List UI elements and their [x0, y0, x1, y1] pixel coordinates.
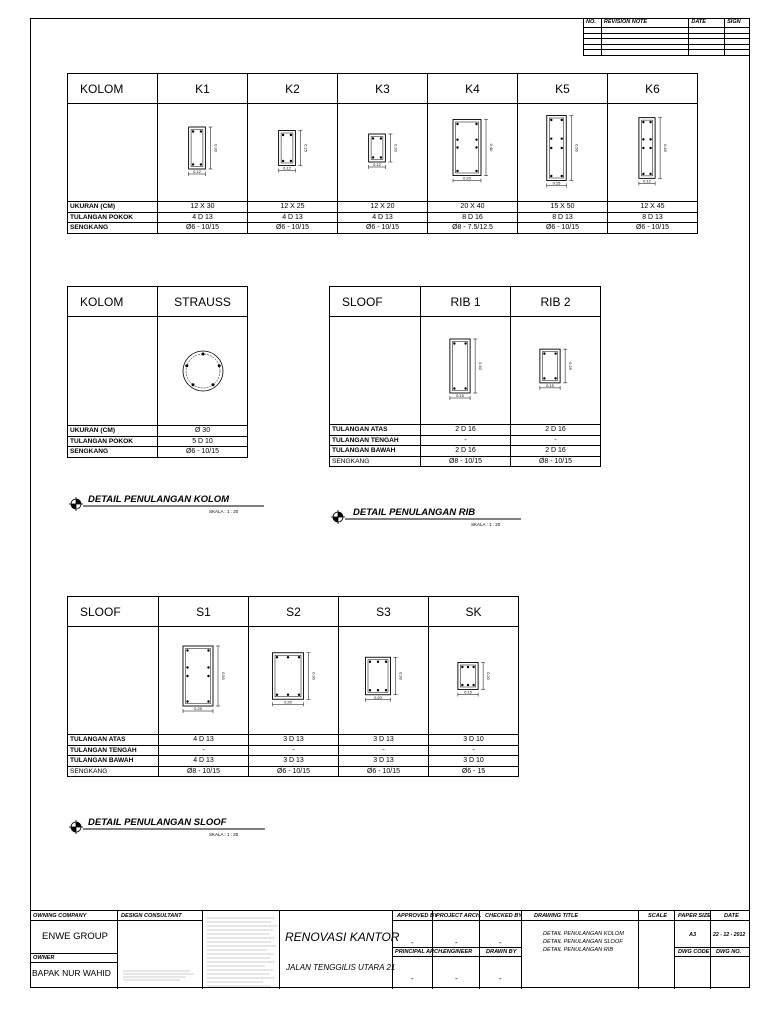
principal-arch-value: - [411, 974, 414, 983]
drawn-by-label: DRAWN BY [486, 949, 517, 955]
value-cell: 4 D 13 [159, 735, 249, 746]
rebar-dot [297, 656, 299, 658]
sloof-row-tulangan-tengah [68, 745, 519, 756]
width-dimension-label: 0.12 [192, 168, 201, 174]
value-cell: 2 D 16 [511, 446, 601, 457]
rebar-dot [472, 683, 474, 685]
sloof-schedule-table [67, 596, 519, 777]
rib-row-tulangan-atas [330, 425, 601, 436]
strauss-header-cell: STRAUSS [158, 287, 248, 317]
section-outline [539, 349, 559, 383]
kolom-row-ukuran [68, 202, 698, 213]
rebar-dot [472, 665, 474, 667]
section-drawing-rib2 [511, 317, 601, 425]
stirrup [275, 655, 301, 697]
stirrup [452, 341, 467, 390]
value-cell: 4 D 13 [248, 212, 338, 223]
value-cell: - [429, 745, 519, 756]
stirrup [185, 648, 210, 703]
rebar-dot [281, 159, 283, 161]
notes-cell [203, 911, 280, 989]
owning-company-label: OWNING COMPANY [33, 913, 87, 919]
value-cell: 8 D 13 [608, 212, 698, 223]
detail-scale-text: SKALA : 1 : 20 [471, 522, 501, 527]
row-label: TULANGAN BAWAH [330, 446, 421, 457]
revision-sign-header: SIGN [727, 19, 741, 25]
value-cell: Ø6 - 10/15 [158, 223, 248, 234]
height-dimension-label: 0.20 [485, 671, 491, 680]
engineer-label: ENGINEER [443, 949, 473, 955]
width-dimension-label: 0.12 [642, 177, 651, 183]
row-label: TULANGAN TENGAH [330, 435, 421, 446]
strauss-row-tulangan-pokok [68, 436, 248, 447]
drawing-title-label: DRAWING TITLE [534, 913, 579, 919]
sloof-row-sengkang [68, 766, 519, 777]
rebar-dot [199, 163, 201, 165]
value-cell: Ø8 - 10/15 [511, 456, 601, 467]
value-cell: Ø6 - 10/15 [158, 447, 248, 458]
width-dimension-label: 0.12 [282, 165, 291, 170]
value-cell: 3 D 13 [249, 735, 339, 746]
height-dimension-label: 0.50 [574, 143, 580, 152]
rebar-dot [207, 666, 209, 668]
section-outline [547, 115, 567, 180]
rebar-dot [289, 159, 291, 161]
rebar-dot [191, 163, 193, 165]
scale-cell [639, 911, 675, 989]
rebar-dot [186, 674, 188, 676]
rebar-dot [376, 660, 378, 662]
drawing-title-line: DETAIL PENULANGAN SLOOF [543, 939, 623, 945]
stirrup [455, 122, 478, 173]
value-cell: Ø6 - 10/15 [249, 766, 339, 777]
rect-section-rib1 [438, 338, 494, 404]
project-title: RENOVASI KANTOR [285, 930, 400, 944]
date-cell [711, 911, 750, 989]
row-label: TULANGAN ATAS [68, 735, 159, 746]
value-cell: 15 X 50 [518, 202, 608, 213]
rebar-dot [561, 137, 563, 139]
value-cell: 3 D 10 [429, 756, 519, 767]
rebar-dot [550, 118, 552, 120]
section-drawing-k4 [428, 104, 518, 202]
rebar-dot [642, 172, 644, 174]
value-cell: Ø6 - 15 [429, 766, 519, 777]
rebar-dot [642, 120, 644, 122]
kolom-header-cell: K2 [248, 74, 338, 104]
rebar-dot [199, 130, 201, 132]
title-block [30, 910, 750, 988]
rebar-dot [371, 137, 373, 139]
height-dimension-label: 0.20 [392, 143, 398, 152]
value-cell: Ø 30 [158, 426, 248, 437]
rebar-dot [384, 689, 386, 691]
rebar-dot [543, 377, 545, 379]
value-cell: 2 D 16 [421, 425, 511, 436]
rect-section-k6 [628, 113, 678, 193]
kolom-header-cell: KOLOM [68, 74, 158, 104]
rebar-dot [289, 133, 291, 135]
rib-row-tulangan-tengah [330, 435, 601, 446]
rib-schedule-table [329, 286, 601, 467]
rect-section-s3 [353, 650, 415, 712]
rect-section-k2 [268, 123, 318, 183]
revision-date-header: DATE [689, 18, 725, 27]
rib-section-row [330, 317, 601, 425]
rebar-dot [464, 342, 466, 344]
height-dimension-label: 0.40 [488, 143, 494, 152]
rect-section-k1 [178, 123, 228, 183]
rebar-dot [649, 120, 651, 122]
row-label: SENGKANG [330, 456, 421, 467]
engineer-value: - [455, 974, 458, 983]
section-drawing-sk [429, 627, 519, 735]
strauss-header-row [68, 287, 248, 317]
rebar-dot [376, 689, 378, 691]
height-dimension-label: 0.45 [662, 143, 668, 152]
owner-name: BAPAK NUR WAHID [32, 968, 111, 978]
sloof-header-cell: SK [429, 597, 519, 627]
rect-section-k4 [443, 115, 503, 190]
row-label: TULANGAN TENGAH [68, 745, 159, 756]
value-cell: 4 D 13 [159, 756, 249, 767]
width-dimension-label: 0.15 [545, 382, 554, 388]
width-dimension-label: 0.15 [463, 689, 472, 694]
value-cell: 2 D 16 [511, 425, 601, 436]
value-cell: 8 D 16 [428, 212, 518, 223]
design-consultant-cell [118, 911, 203, 989]
rebar-dot [550, 174, 552, 176]
rib-header-cell: RIB 1 [421, 287, 511, 317]
sloof-row-tulangan-atas [68, 735, 519, 746]
paper-size-value: A3 [689, 932, 697, 938]
drawing-title-cell [522, 911, 639, 989]
stirrup [460, 665, 475, 687]
value-cell: Ø8 - 10/15 [421, 456, 511, 467]
strauss-row-sengkang [68, 447, 248, 458]
stirrup [542, 351, 557, 380]
kolom-header-cell: K3 [338, 74, 428, 104]
detail-title-text: DETAIL PENULANGAN KOLOM [88, 494, 230, 505]
stirrup [371, 136, 383, 159]
date-label: DATE [724, 913, 739, 919]
rebar-dot [186, 649, 188, 651]
value-cell: 4 D 13 [158, 212, 248, 223]
value-cell: 3 D 10 [429, 735, 519, 746]
width-dimension-label: 0.15 [552, 180, 561, 185]
section-drawing-s3 [339, 627, 429, 735]
revision-header [584, 18, 750, 28]
design-consultant-label: DESIGN CONSULTANT [121, 913, 182, 919]
rebar-dot [649, 138, 651, 140]
width-dimension-label: 0.20 [462, 175, 471, 181]
checked-by-cell [480, 911, 522, 989]
rect-section-k3 [358, 123, 408, 183]
width-dimension-label: 0.25 [193, 705, 202, 711]
drawing-title-line: DETAIL PENULANGAN KOLOM [543, 931, 624, 937]
rebar-dot [550, 146, 552, 148]
row-label: TULANGAN ATAS [330, 425, 421, 436]
approved-by-label: APPROVED BY [397, 913, 438, 919]
section-drawing-k6 [608, 104, 698, 202]
height-dimension-label: 0.40 [477, 361, 483, 370]
value-cell: - [249, 745, 339, 756]
value-cell: 5 D 10 [158, 436, 248, 447]
value-cell: - [159, 745, 249, 756]
row-label: SENGKANG [68, 447, 158, 458]
width-dimension-label: 0.12 [372, 161, 381, 167]
project-title-cell [280, 911, 400, 989]
stirrup [191, 129, 203, 166]
value-cell: Ø6 - 10/15 [248, 223, 338, 234]
rebar-dot [297, 693, 299, 695]
row-label: TULANGAN BAWAH [68, 756, 159, 767]
value-cell: Ø6 - 10/15 [338, 223, 428, 234]
row-label: UKURAN (CM) [68, 426, 158, 437]
stirrup [281, 133, 293, 163]
drawn-by-value: - [499, 974, 502, 983]
general-notes-fine-print [205, 915, 281, 991]
rebar-dot [464, 387, 466, 389]
value-cell: Ø8 - 7.5/12.5 [428, 223, 518, 234]
section-drawing-k5 [518, 104, 608, 202]
rebar-dot [554, 352, 556, 354]
rect-section-k5 [535, 112, 590, 194]
detail-scale-text: SKALA : 1 : 20 [209, 509, 239, 514]
kolom-header-cell: K4 [428, 74, 518, 104]
rebar-dot [561, 174, 563, 176]
owner-cell [30, 911, 118, 989]
value-cell: 2 D 16 [421, 446, 511, 457]
rebar-dot [286, 656, 288, 658]
row-label: SENGKANG [68, 223, 158, 234]
rebar-dot [456, 138, 458, 140]
sloof-row-tulangan-bawah [68, 756, 519, 767]
height-dimension-label: 0.30 [398, 671, 403, 680]
rebar-dot [368, 660, 370, 662]
rebar-dot [475, 146, 477, 148]
scale-label: SCALE [648, 913, 667, 919]
value-cell: 3 D 13 [249, 756, 339, 767]
rebar-dot [368, 689, 370, 691]
rebar-dot [453, 387, 455, 389]
rebar-dot [475, 123, 477, 125]
height-dimension-label: 0.30 [212, 143, 218, 152]
value-cell: 4 D 13 [338, 212, 428, 223]
rebar-dot [475, 170, 477, 172]
detail-title-text: DETAIL PENULANGAN SLOOF [88, 817, 227, 828]
rebar-dot [207, 649, 209, 651]
section-drawing-k2 [248, 104, 338, 202]
rebar-dot [456, 170, 458, 172]
section-drawing-strauss [158, 317, 248, 426]
section-drawing-rib1 [421, 317, 511, 425]
rect-section-sk [446, 655, 502, 707]
detail-title-text: DETAIL PENULANGAN RIB [353, 507, 476, 518]
kolom-schedule-table [67, 73, 698, 234]
stirrup [368, 659, 388, 692]
rebar-dot [561, 146, 563, 148]
rect-section-rib2 [528, 345, 584, 397]
row-label: TULANGAN POKOK [68, 212, 158, 223]
section-drawing-s1 [159, 627, 249, 735]
dwg-no-label: DWG NO. [716, 949, 742, 955]
paper-size-label: PAPER SIZE [678, 913, 711, 919]
sloof-header-row [68, 597, 519, 627]
rib-header-cell: SLOOF [330, 287, 421, 317]
project-arch-cell [433, 911, 480, 989]
rebar-dot [186, 700, 188, 702]
width-dimension-label: 0.20 [283, 698, 292, 704]
consultant-fine-print [120, 969, 200, 987]
approved-by-value: - [411, 938, 414, 947]
rebar-dot [649, 172, 651, 174]
rebar-dot [207, 674, 209, 676]
row-label: UKURAN (CM) [68, 202, 158, 213]
rect-section-s2 [263, 646, 325, 716]
value-cell: 3 D 13 [339, 735, 429, 746]
sloof-header-cell: S2 [249, 597, 339, 627]
kolom-section-row [68, 104, 698, 202]
section-outline [272, 652, 303, 699]
revision-no-header: NO. [584, 18, 602, 27]
rebar-dot [186, 666, 188, 668]
rebar-dot [649, 146, 651, 148]
value-cell: 8 D 13 [518, 212, 608, 223]
rebar-dot [466, 683, 468, 685]
rebar-dot [384, 660, 386, 662]
checked-by-label: CHECKED BY [485, 913, 522, 919]
rebar-dot [207, 700, 209, 702]
rebar-dot [642, 146, 644, 148]
value-cell: 12 X 30 [158, 202, 248, 213]
kolom-row-tulangan-pokok [68, 212, 698, 223]
fine-print-lines [120, 969, 200, 985]
width-dimension-label: 0.20 [373, 694, 382, 700]
value-cell: 12 X 20 [338, 202, 428, 213]
sloof-header-cell: S1 [159, 597, 249, 627]
value-cell: 20 X 40 [428, 202, 518, 213]
owning-company-name: ENWE GROUP [42, 931, 108, 942]
detail-scale-text: SKALA : 1 : 20 [209, 832, 239, 837]
width-dimension-label: 0.15 [455, 392, 464, 398]
revision-row [584, 50, 750, 56]
project-arch-value: - [455, 938, 458, 947]
rib-header-cell: RIB 2 [511, 287, 601, 317]
strauss-schedule-table [67, 286, 248, 458]
rebar-dot [275, 656, 277, 658]
drawing-title-line: DETAIL PENULANGAN RIB [543, 947, 614, 953]
rect-section-s1 [173, 641, 235, 721]
row-label: SENGKANG [68, 766, 159, 777]
height-dimension-label: 0.25 [567, 361, 573, 370]
value-cell: - [421, 435, 511, 446]
rebar-dot [379, 156, 381, 158]
sloof-header-cell: SLOOF [68, 597, 159, 627]
kolom-header-row [68, 74, 698, 104]
section-drawing-s2 [249, 627, 339, 735]
kolom-header-cell: K5 [518, 74, 608, 104]
section-drawing-k3 [338, 104, 428, 202]
revision-note-header: REVISION NOTE [602, 18, 689, 27]
value-cell: Ø8 - 10/15 [159, 766, 249, 777]
detail-title-kolom [69, 494, 269, 518]
rebar-dot [550, 137, 552, 139]
rebar-dot [281, 133, 283, 135]
value-cell: 3 D 13 [339, 756, 429, 767]
row-label: TULANGAN POKOK [68, 436, 158, 447]
section-outline [449, 339, 469, 393]
height-dimension-label: 0.25 [302, 143, 308, 152]
rebar-dot [456, 146, 458, 148]
sloof-header-cell: S3 [339, 597, 429, 627]
project-address: JALAN TENGGILIS UTARA 21 [286, 963, 396, 972]
section-drawing-k1 [158, 104, 248, 202]
rib-row-sengkang [330, 456, 601, 467]
value-cell: Ø6 - 10/15 [518, 223, 608, 234]
kolom-header-cell: K6 [608, 74, 698, 104]
rebar-dot [461, 683, 463, 685]
height-dimension-label: 0.50 [220, 671, 226, 680]
principal-arch-label: PRINCIPAL ARCH. [395, 949, 444, 955]
strauss-row-ukuran [68, 426, 248, 437]
rebar-dot [191, 130, 193, 132]
height-dimension-label: 0.30 [311, 671, 316, 680]
kolom-header-cell: K1 [158, 74, 248, 104]
rebar-dot [371, 156, 373, 158]
rebar-dot [461, 665, 463, 667]
rebar-dot [453, 342, 455, 344]
rebar-dot [286, 693, 288, 695]
rebar-dot [642, 138, 644, 140]
rebar-dot [379, 137, 381, 139]
approved-by-cell [393, 911, 444, 989]
sloof-section-row [68, 627, 519, 735]
paper-size-cell [675, 911, 711, 989]
rebar-dot [554, 377, 556, 379]
checked-by-value: - [499, 938, 502, 947]
date-value: 22 - 12 - 2012 [713, 932, 746, 938]
kolom-row-sengkang [68, 223, 698, 234]
rebar-dot [466, 665, 468, 667]
rebar-dot [561, 118, 563, 120]
rebar-dot [456, 123, 458, 125]
value-cell: 12 X 45 [608, 202, 698, 213]
rebar-dot [475, 138, 477, 140]
detail-title-sloof [69, 817, 269, 841]
rebar-dot [543, 352, 545, 354]
rib-header-row [330, 287, 601, 317]
rib-row-tulangan-bawah [330, 446, 601, 457]
rebar-dot [275, 693, 277, 695]
dwg-code-label: DWG CODE [678, 949, 710, 955]
detail-title-rib [331, 507, 531, 531]
strauss-header-cell: KOLOM [68, 287, 158, 317]
value-cell: - [511, 435, 601, 446]
value-cell: - [339, 745, 429, 756]
strauss-section-row [68, 317, 248, 426]
value-cell: Ø6 - 10/15 [339, 766, 429, 777]
owner-label: OWNER [33, 955, 55, 961]
circular-section-strauss [181, 349, 225, 393]
value-cell: 12 X 25 [248, 202, 338, 213]
revision-block [583, 18, 750, 56]
project-arch-label: PROJECT ARCH. [436, 913, 482, 919]
value-cell: Ø6 - 10/15 [608, 223, 698, 234]
